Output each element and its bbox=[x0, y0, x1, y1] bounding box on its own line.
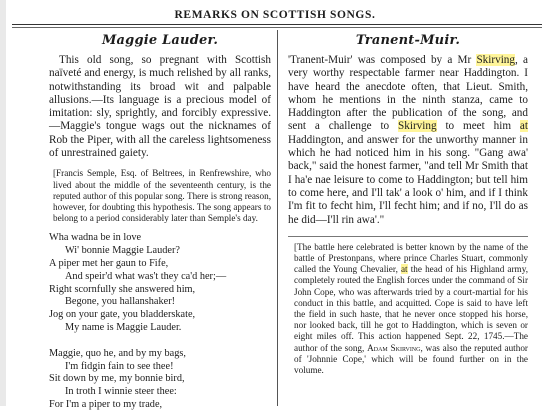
stanza-break bbox=[49, 335, 271, 348]
right-song-title: Tranent-Muir. bbox=[355, 33, 461, 48]
right-column bbox=[288, 30, 528, 376]
text-run: 'Tranent-Muir' was composed by a Mr bbox=[288, 54, 477, 66]
left-column bbox=[49, 30, 271, 412]
verse-line: I'm fidgin fain to see thee! bbox=[65, 360, 174, 372]
right-main-paragraph bbox=[288, 54, 528, 227]
left-song-title: Maggie Lauder. bbox=[101, 33, 219, 48]
verse-line: Wi' bonnie Maggie Lauder? bbox=[65, 245, 180, 257]
header-rule-thin bbox=[12, 27, 542, 28]
verse-line: My name is Maggie Lauder. bbox=[65, 321, 182, 333]
highlighted-term: Skirving bbox=[476, 54, 515, 66]
highlighted-term: Skirving bbox=[398, 120, 437, 133]
verse-line: In troth I winnie steer thee: bbox=[65, 386, 177, 398]
verse-line: Begone, you hallanshaker! bbox=[65, 296, 176, 308]
text-run: the head of his Highland army, completely routed the English forces under the command of Sir John Cope, who was afterwards tried by a court-martial for his conduct in this battle, and acquitted. Cope is said to have left the field in such haste, that he never once stopped his horse, nor looked back, till he got to Haddington, which is seven or eight miles off. This action happened Sept. 22, 1745.—The author of the song, bbox=[294, 264, 528, 353]
verse-line: Sit down by me, my bonnie bird, bbox=[49, 373, 185, 385]
highlighted-term: at bbox=[400, 264, 408, 275]
highlighted-term: at bbox=[519, 120, 528, 133]
verse-line: Jog on your gate, you bladderskate, bbox=[49, 309, 196, 321]
verse-line: A piper met her gaun to Fife, bbox=[49, 257, 169, 269]
text-run: , was also the reputed author of 'Johnnie Cope,' which will be found further on in the volume. bbox=[294, 342, 528, 376]
verse-line: And speir'd what was't they ca'd her;— bbox=[65, 270, 227, 282]
verse-line: Right scornfully she answered him, bbox=[49, 283, 196, 295]
text-run: Haddington, and answer for the unworthy manner in which he had noticed him in his song. "Gang awa' back," said the honest farmer, "and tell Mr Smith that I ha'e nae leisure to come to Haddington; but tell him to come here, and I'll tak' a look o' him, and if I think I'm fit to fecht him, I'll fecht him; and if no, I'll do as he did—I'll rin awa'." bbox=[288, 133, 528, 226]
verse-line: For I'm a piper to my trade, bbox=[49, 398, 163, 410]
left-editor-note: [Francis Semple, Esq. of Beltrees, in Renfrewshire, who lived about the middle of the seventeenth century, is the reputed author of this popular song. There is strong reason, however, for doubting this hypothesis. The song appears to belong to a period considerably later than Semple's day. bbox=[53, 168, 271, 224]
author-name: Adam Skirving bbox=[367, 342, 421, 353]
page-gutter-shadow bbox=[0, 0, 6, 406]
right-editor-note bbox=[288, 236, 528, 376]
song-verse bbox=[49, 232, 271, 411]
column-divider bbox=[277, 30, 278, 406]
verse-line: Wha wadna be in love bbox=[49, 232, 142, 244]
running-head: REMARKS ON SCOTTISH SONGS. bbox=[174, 9, 376, 21]
text-run: , a very worthy respectable farmer near Haddington. I have heard the anecdote often, that Lieut. Smith, whom he mentions in the ninth stanza, came to Haddington after the publication of the song, and sent a challenge to bbox=[288, 54, 528, 133]
text-run: to meet him bbox=[436, 120, 520, 133]
verse-line: Maggie, quo he, and by my bags, bbox=[49, 347, 186, 359]
header-rule bbox=[12, 24, 542, 25]
left-intro-paragraph: This old song, so pregnant with Scottish naïveté and energy, is much relished by all ranks, notwithstanding its broad wit and palpable allusions.—Its language is a precious model of imitation: sly, sprightly, and forcibly expressive.—Maggie's tongue wags out the nicknames of Rob the Piper, with all the careless lightsomeness of unrestrained gaiety. bbox=[49, 54, 271, 160]
text-run: [The battle here celebrated is better known by the name of the battle of Prestonpans, where prince Charles Stuart, commonly called the Young Chevalier, bbox=[294, 241, 528, 275]
